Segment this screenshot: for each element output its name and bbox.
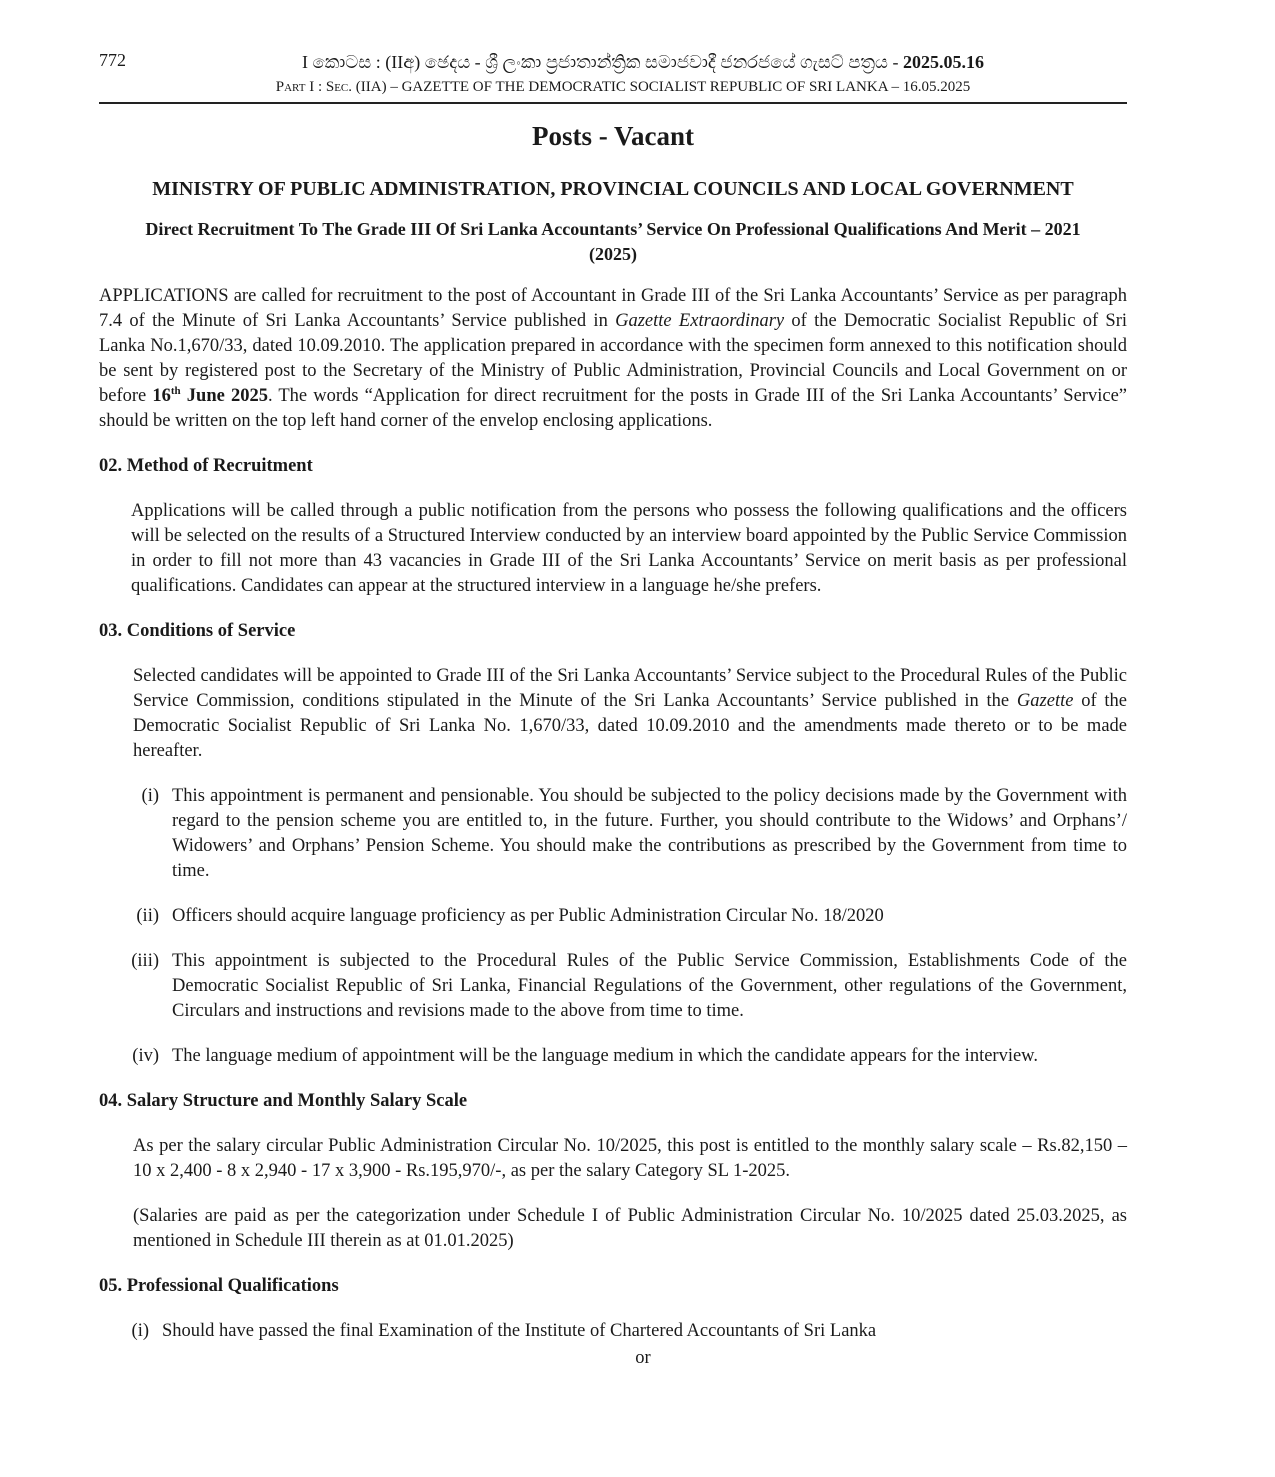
list-item-text: Officers should acquire language proficiency as per Public Administration Circular No. 18/2020 [172,906,884,926]
section-03-text-2: of the Democratic Socialist Republic of Sri Lanka No. 1,670/33, dated 10.09.2010 and the amendments made thereto or to be made hereafter. [133,691,1127,761]
intro-paragraph [99,284,1127,434]
intro-text-2: of the Democratic Socialist Republic of Sri Lanka No.1,670/33, dated 10.09.2010. The application prepared in accordance with the specimen form annexed to this notification should be sent by registered post to the Secretary of the Ministry of Public Administration, Provincial Councils and Local Government on or before [99,311,1128,406]
section-02-text: Applications will be called through a public notification from the persons who possess the following qualifications and the officers will be selected on the results of a Structured Interview conducted by an interview board appointed by the Public Service Commission in order to fill not more than 43 vacancies in Grade III of the Sri Lanka Accountants’ Service on merit basis as per professional qualifications. Candidates can appear at the structured interview in a language he/she prefers. [131,501,1127,596]
or-separator: or [635,1348,651,1368]
section-03-heading: 03. Conditions of Service [99,621,296,641]
header-english-title [99,78,1127,96]
section-03-text [133,664,1127,764]
section-04-salary-note: (Salaries are paid as per the categorization under Schedule I of Public Administration Circular No. 10/2025 dated 25.03.2025, as mentioned in Schedule III therein as at 01.01.2025) [133,1206,1127,1251]
intro-text-1: APPLICATIONS are called for recruitment to the post of Accountant in Grade III of the Sri Lanka Accountants’ Service as per paragraph 7.4 of the Minute of Sri Lanka Accountants’ Service published in [99,286,1127,331]
list-item [99,904,1127,929]
list-item [99,1044,1127,1069]
list-item-number: (iii) [131,951,159,971]
list-item-text: This appointment is subjected to the Procedural Rules of the Public Service Commission, Establishments Code of the Democratic Socialist Republic of Sri Lanka, Financial Regulations of the Government, other regulations of the Government, Circulars and instructions and revisions made to the above from time to time. [172,951,1127,1021]
list-item [99,949,1127,1024]
list-item-number: (ii) [136,906,159,926]
page-number: 772 [99,50,126,70]
section-02-heading: 02. Method of Recruitment [99,456,313,476]
list-item-text: The language medium of appointment will be the language medium in which the candidate appears for the interview. [172,1046,1038,1066]
list-item-number: (i) [131,1321,149,1341]
header-part-label: Part I : Sec. [275,79,353,95]
intro-deadline [152,386,268,406]
gazette-page [99,0,1127,1371]
section-03-gazette-italic: Gazette [1016,691,1074,711]
section-03-text-1: Selected candidates will be appointed to Grade III of the Sri Lanka Accountants’ Service subject to the Procedural Rules of the Public Service Commission, conditions stipulated in the Minute of the Sri Lanka Accountants’ Service published in the [133,666,1127,711]
list-item-number: (iv) [132,1046,159,1066]
section-04-heading: 04. Salary Structure and Monthly Salary Scale [99,1091,468,1111]
page-title: Posts - Vacant [531,121,694,151]
deadline-month-year: June 2025 [180,386,268,406]
deadline-suffix: th [170,384,181,397]
intro-gazette-italic: Gazette Extraordinary [615,311,785,331]
list-item-number: (i) [141,786,159,806]
header-sinhala-text: I කොටස : (IIඅ) ඡෙදය - ශ්‍රී ලංකා ප්‍රජාතාන්ත්‍රික සමාජවාදී ජනරජයේ ගැසට් පත්‍රය - [302,52,903,72]
header-sinhala-title [99,51,1127,73]
notice-subtitle: Direct Recruitment To The Grade III Of Sri Lanka Accountants’ Service On Professional Qualifications And Merit – 2021 (2025) [145,219,1081,264]
section-05-heading: 05. Professional Qualifications [99,1276,339,1296]
list-item-text: Should have passed the final Examination of the Institute of Chartered Accountants of Sri Lanka [162,1321,877,1341]
header-english-text: (IIA) – GAZETTE OF THE DEMOCRATIC SOCIALIST REPUBLIC OF SRI LANKA – 16.05.2025 [355,79,971,95]
header-sinhala-date: 2025.05.16 [902,52,984,72]
list-item [99,784,1127,884]
list-item-text: This appointment is permanent and pensionable. You should be subjected to the policy decisions made by the Government with regard to the pension scheme you are entitled to, in the future. Further, you should contribute to the Widows’ and Orphans’/ Widowers’ and Orphans’ Pension Scheme. You should make the contributions as prescribed by the Government from time to time. [172,786,1127,881]
page-header [99,0,1127,104]
section-04-salary-scale: As per the salary circular Public Administration Circular No. 10/2025, this post is entitled to the monthly salary scale – Rs.82,150 – 10 x 2,400 - 8 x 2,940 - 17 x 3,900 - Rs.195,970/-, as per the salary Category SL 1-2025. [133,1136,1127,1181]
ministry-heading: MINISTRY OF PUBLIC ADMINISTRATION, PROVINCIAL COUNCILS AND LOCAL GOVERNMENT [152,178,1074,200]
list-item [99,1319,1127,1344]
deadline-day: 16 [152,386,171,406]
intro-text-3: . The words “Application for direct recruitment for the posts in Grade III of the Sri Lanka Accountants’ Service” should be written on the top left hand corner of the envelop enclosing applications. [99,386,1127,431]
